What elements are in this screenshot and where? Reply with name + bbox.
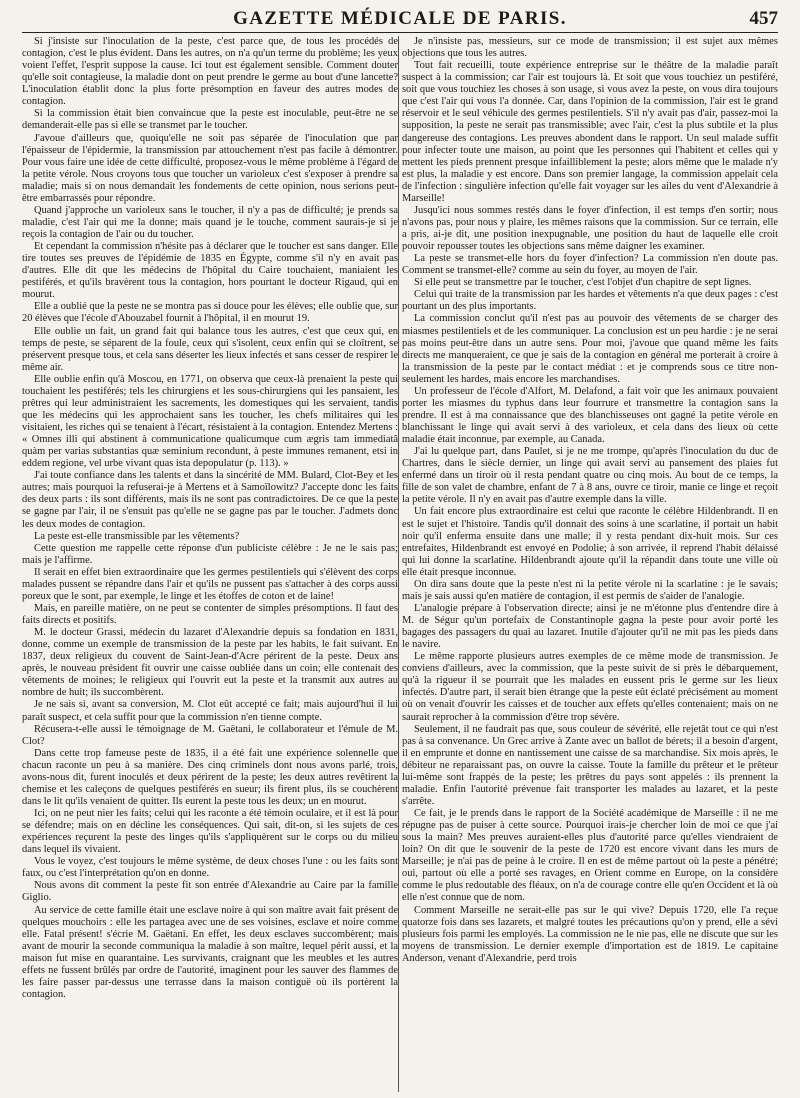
journal-title: GAZETTE MÉDICALE DE PARIS.: [233, 8, 567, 29]
paragraph: Si la commission était bien convaincue que la peste est inoculable, peut-être ne se demanderait-elle pas si elle se transmet par le toucher.: [22, 108, 398, 132]
paragraph: Et cependant la commission n'hésite pas à déclarer que le toucher est sans danger. Elle tire toutes ses preuves de l'épidémie de 1835 en Égypte, comme s'il n'y en avait pas d'autres. Elle dit que les médecins de l'hôpital du Caire touchaient, maniaient les pestiférés, et qu'ils bravèrent tous la contagion, hors pourtant le docteur Rigaud, qui en mourut.: [22, 241, 398, 301]
paragraph: La peste se transmet-elle hors du foyer d'infection? La commission n'en doute pas. Comment se transmet-elle? comme au sein du foyer, au moyen de l'air.: [402, 253, 778, 277]
column-separator: [398, 36, 399, 1092]
paragraph: Tout fait recueilli, toute expérience entreprise sur le théâtre de la maladie paraît suspect à la commission; car l'air est toujours là. Et soit que vous touchiez un pestiféré, soit que vous touchiez les choses à son usage, si vous avez la peste, on vous dira toujours que c'est l'air qui vous l'a donnée. Car, dans l'opinion de la commission, l'air est le grand réservoir et le seul véhicule des germes pestilentiels. S'il n'y avait pas d'air, passez-moi la supposition, la peste ne serait pas transmissible; avec l'air, c'est la plus subtile et la plus dangereuse des contagions. Les preuves abondent dans le rapport. Un seul malade suffit pour infecter toute une maison, au point que les personnes qui l'habitent et celles qui y mettent les pieds prennent presque infailliblement la peste; alors même que le malade n'y est plus, la maladie y est encore. Dans son premier langage, la commission appelait cela de l'infection : singulière infection qu'elle fait voyager sur les ailes du vent d'Alexandrie à Marseille!: [402, 60, 778, 204]
paragraph: Cette question me rappelle cette réponse d'un publiciste célèbre : Je ne le sais pas; mais je l'affirme.: [22, 542, 398, 566]
page-number: 457: [749, 8, 778, 29]
paragraph: On dira sans doute que la peste n'est ni la petite vérole ni la scarlatine : je le savais; mais je sais aussi qu'en matière de contagion, il est permis de s'aider de l'analogie.: [402, 578, 778, 602]
paragraph: Comment Marseille ne serait-elle pas sur le qui vive? Depuis 1720, elle l'a reçue quatorze fois dans ses lazarets, et malgré toutes les précautions qu'on y prend, elle a sévi plusieurs fois parmi les employés. La commission ne le nie pas, elle ne discute que sur les moyens de transmission. Le dernier exemple d'importation est de 1819. Le capitaine Anderson, venant d'Alexandrie, perd trois: [402, 904, 778, 964]
paragraph: Si j'insiste sur l'inoculation de la peste, c'est parce que, de tous les procédés de contagion, c'est le plus évident. Dans les autres, on n'a qu'un terme du problème; les yeux voient l'effet, l'esprit suppose la cause. Ici tout est également sensible. Comment douter qu'elle soit contagieuse, la maladie dont on peut prendre le germe au bout d'une lancette? L'inoculation établit donc la plus forte présomption en faveur des autres modes de contagion.: [22, 36, 398, 108]
paragraph: Au service de cette famille était une esclave noire à qui son maître avait fait présent de quelques mouchoirs : elle les partagea avec une de ses voisines, esclave et noire comme elle. Fatal présent! s'écrie M. Gaëtani. En effet, les deux esclaves succombèrent; mais avant de mourir la seconde communiqua la maladie à son maître, lequel périt aussi, et la maison fut mise en quarantaine. Les survivants, craignant que les meubles et les autres effets ne fussent brûlés par ordre de l'autorité, imaginent pour les sauver des flammes de les faire passer par-dessus une terrasse dans la maison contiguë où ils portèrent la contagion.: [22, 904, 398, 1000]
right-column: [402, 36, 778, 1092]
paragraph: Celui qui traite de la transmission par les hardes et vêtements n'a que deux pages : c'est pourtant un des plus importants.: [402, 289, 778, 313]
page-header: [22, 8, 778, 30]
paragraph: Un professeur de l'école d'Alfort, M. Delafond, a fait voir que les animaux pouvaient porter les miasmes du typhus dans leur fourrure et transmettre la contagion sans la prendre. Il est à ma connaissance que des blanchisseuses ont gagné la petite vérole en blanchissant le linge qui avait servi à des varioleux, et cela dans des lieux où cette maladie était inconnue, par exemple, au Canada.: [402, 385, 778, 446]
paragraph: Je ne sais si, avant sa conversion, M. Clot eût accepté ce fait; mais aujourd'hui il lui paraît suspect, et cela suffit pour que la commission n'en tienne compte.: [22, 699, 398, 723]
paragraph: Si elle peut se transmettre par le toucher, c'est l'objet d'un chapitre de sept lignes.: [414, 277, 752, 289]
paragraph: Le même rapporte plusieurs autres exemples de ce même mode de transmission. Je conviens d'ailleurs, avec la commission, que la peste suivit de si près le débarquement, qu'à la rigueur il se pourrait que les malades en eussent pris le germe sur les lieux infectés. D'autre part, il serait bien étrange que la peste eût éclaté précisément au moment où on venait d'ouvrir les caisses et de toucher aux effets qu'elles contenaient; mais on ne saurait reprocher à la commission d'être trop sévère.: [402, 651, 778, 723]
paragraph: M. le docteur Grassi, médecin du lazaret d'Alexandrie depuis sa fondation en 1831, donne, comme un exemple de transmission de la peste par les habits, le fait suivant. En 1837, deux religieux du couvent de Saint-Jean-d'Acre périrent de la peste. Deux ans après, le nouveau président fit ouvrir une caisse oubliée dans un coin; elle contenait des vêtements de moines; le religieux qui l'ouvrit eut la peste et la transmit aux autres au nombre de huit; ils succombèrent.: [22, 627, 398, 699]
left-column: [22, 36, 398, 1092]
paragraph: Ici, on ne peut nier les faits; celui qui les raconte a été témoin oculaire, et il est là pour se défendre; mais on en décline les conséquences. Qui sait, dit-on, si les sujets de ces expériences reçurent la peste des linges qu'ils s'appliquèrent sur le corps ou du milieu dans lequel ils vivaient.: [22, 808, 398, 856]
paragraph: Elle a oublié que la peste ne se montra pas si douce pour les élèves; elle oublie que, sur 20 élèves que l'école d'Abouzabel fournit à l'hôpital, il en mourut 19.: [22, 301, 398, 325]
paragraph: J'avoue d'ailleurs que, quoiqu'elle ne soit pas séparée de l'inoculation que par l'épaisseur de l'épidermie, la transmission par attouchement n'est pas facile à démontrer. Pour vous faire une idée de cette difficulté, proposez-vous le même problème à l'égard de la petite vérole. Nous croyons tous que toucher un varioleux c'est s'exposer à prendre sa maladie; mais si on nous demandait les fondements de cette opinion, nous serions peut-être embarrassés pour répondre.: [22, 132, 398, 204]
paragraph: Il serait en effet bien extraordinaire que les germes pestilentiels qui s'élèvent des corps malades pussent se répandre dans l'air et qu'ils ne pussent pas s'attacher à des corps aussi poreux que le sont, par exemple, le linge et les étoffes de coton et de laine!: [22, 566, 398, 602]
paragraph: Vous le voyez, c'est toujours le même système, de deux choses l'une : ou les faits sont faux, ou c'est l'interprétation qu'on en donne.: [22, 856, 398, 880]
paragraph: Ce fait, je le prends dans le rapport de la Société académique de Marseille : il ne me répugne pas de puiser à cette source. Pourquoi irais-je chercher loin de moi ce que j'ai sous la main? Mes preuves auraient-elles plus d'autorité parce qu'elles viendraient de loin? On dit que le souvenir de la peste de 1720 est encore vivant dans les murs de Marseille; je n'ai pas de peine à le croire. Il en est de même partout où la peste a pénétré; oui, partout où elle a porté ses ravages, en Orient comme en Europe, on la considère comme le plus redoutable des fléaux, on n'a de courage contre elle qu'en Occident et là où elle n'est connue que de nom.: [402, 808, 778, 904]
paragraph: La peste est-elle transmissible par les vêtements?: [34, 530, 240, 542]
paragraph: Elle oublie un fait, un grand fait qui balance tous les autres, c'est que ceux qui, en temps de peste, se séparent de la foule, ceux qui s'isolent, ceux enfin qui se cloîtrent, se préservent presque tous, et cela sans déserter les lieux infectés et sans cesser de respirer le même air.: [22, 325, 398, 373]
paragraph: Un fait encore plus extraordinaire est celui que raconte le célèbre Hildenbrandt. Il en est le sujet et l'histoire. Tandis qu'il donnait des soins à une scarlatine, il portait un habit noir qu'il enferma ensuite dans une malle; il y resta pendant dix-huit mois. Sur ces entrefaites, Hildenbrandt est envoyé en Podolie; à son arrivée, il reprend l'habit délaissé qui lui donne la scarlatine. Hildenbrandt ajoute qu'il la répandit dans toute une ville où elle était presque inconnue.: [402, 506, 778, 578]
paragraph: La commission conclut qu'il n'est pas au pouvoir des vêtements de se charger des miasmes pestilentiels et de les communiquer. La conclusion est un peu hardie : je ne serai pas moins peut-être dans un autre sens. Pour moi, j'avoue que quand même les faits directs me manqueraient, ce que je sais de la contagion en général me porterait à croire à la transmission de la peste par le contact médiat : et je comprends sous ce titre non-seulement les hardes, mais encore les marchandises.: [402, 313, 778, 385]
paragraph: Mais, en pareille matière, on ne peut se contenter de simples présomptions. Il faut des faits directs et positifs.: [22, 602, 398, 626]
paragraph: Nous avons dit comment la peste fit son entrée d'Alexandrie au Caire par la famille Giglio.: [22, 880, 398, 904]
paragraph: J'ai lu quelque part, dans Paulet, si je ne me trompe, qu'après l'inoculation du duc de Chartres, dans le siècle dernier, un linge qui avait servi au pansement des plaies fut enfermé dans un tiroir où il resta pendant quatre ou cinq mois. Au bout de ce temps, la fille de son valet de chambre, enfant de 7 à 8 ans, ouvre ce tiroir, manie ce linge et reçoit la petite vérole. Il n'y en avait pas d'autre exemple dans la ville.: [402, 446, 778, 506]
paragraph: L'analogie prépare à l'observation directe; ainsi je ne m'étonne plus d'entendre dire à M. de Ségur qu'un portefaix de Constantinople gagna la peste pour avoir porté les bagages des passagers du quai au lazaret. Inutile d'ajouter qu'il ne mit pas les pieds dans le navire.: [402, 602, 778, 651]
header-rule: [22, 32, 778, 33]
paragraph: Seulement, il ne faudrait pas que, sous couleur de sévérité, elle rejetât tout ce qui n'est pas à sa convenance. Un Grec arrive à Zante avec un ballot de bérets; il a besoin d'argent, il en emprunte et donne en nantissement une caisse de sa marchandise. Six mois après, le débiteur ne reparaissant pas, on ouvre la caisse. Toute la famille du prêteur et le prêteur lui-même sont frappés de la peste; les prêtres du pays sont appelés : ils prennent la maladie. Enfin l'autorité prévenue fait transporter les malades au lazaret, et la peste s'arrête.: [402, 723, 778, 807]
paragraph: J'ai toute confiance dans les talents et dans la sincérité de MM. Bulard, Clot-Bey et les autres; mais pourquoi la refuserai-je à Mertens et à Samoïlowitz? J'accepte donc les faits des deux parts : ils sont différents, mais ils ne sont pas contradictoires. De ce que la peste se gagne par l'air, il ne s'ensuit pas qu'elle ne se gagne pas par le toucher. J'admets donc les deux modes de contagion.: [22, 470, 398, 530]
paragraph: Dans cette trop fameuse peste de 1835, il a été fait une expérience solennelle que chacun raconte un peu à sa manière. Des cinq criminels dont nous avons parlé, trois, avons-nous dit, furent inoculés et deux périrent de la peste; les deux autres revêtirent la chemise et les caleçons de quelques pestiférés en sueur; ils firent plus, ils se couchèrent dans le lit qu'ils venaient de quitter. Ils eurent la peste tous les deux; un en mourut.: [22, 747, 398, 807]
paragraph: Jusqu'ici nous sommes restés dans le foyer d'infection, il est temps d'en sortir; nous n'avons pas, pour nous y plaire, les mêmes raisons que la commission. Sur ce terrain, elle a pris, ai-je dit, une position inexpugnable, une position du haut de laquelle elle croit pouvoir repousser toutes les objections sans même daigner les examiner.: [402, 204, 778, 253]
paragraph: Elle oublie enfin qu'à Moscou, en 1771, on observa que ceux-là prenaient la peste qui touchaient les pestiférés; tels les chirurgiens et les sous-chirurgiens qui les pansaient, les prêtres qui leur administraient les sacrements, les domestiques qui les servaient, tandis que les médecins qui les approchaient sans les toucher, les chefs militaires qui les visitaient, les riches qui se tenaient à l'écart, résistaient à la contagion. Entendez Mertens : « Omnes illi qui abstinent à communicatione qualicumque cum ægris tam immediatâ quàm per varias substantias quæ seminium recondunt, à peste immunes remanent, etsi in eddem regione, vel urbe vivant quas ista depopulatur (p. 113). »: [22, 373, 398, 470]
paragraph: Récusera-t-elle aussi le témoignage de M. Gaëtani, le collaborateur et l'émule de M. Clot?: [22, 723, 398, 747]
paragraph: Je n'insiste pas, messieurs, sur ce mode de transmission; il est sujet aux mêmes objections que tous les autres.: [402, 36, 778, 60]
paragraph: Quand j'approche un varioleux sans le toucher, il n'y a pas de difficulté; je prends sa maladie, c'est l'air qui me la donne; mais quand je le touche, comment saurais-je si je reçois la contagion de l'air ou du toucher.: [22, 204, 398, 240]
